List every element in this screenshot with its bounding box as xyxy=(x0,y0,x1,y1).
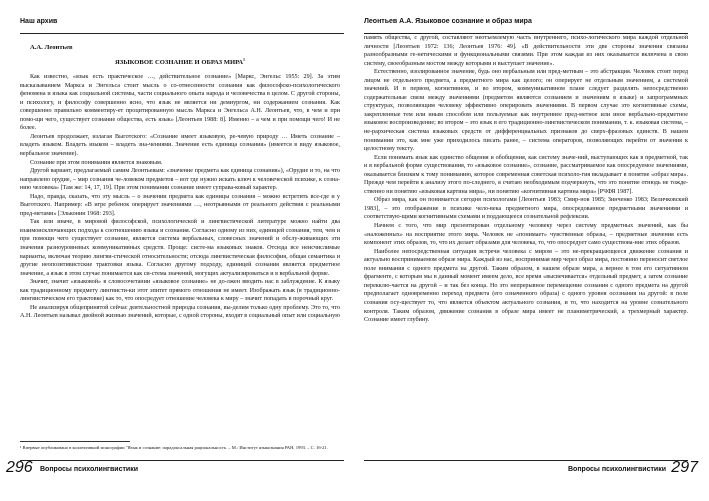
footnote xyxy=(20,441,340,451)
article-title xyxy=(20,56,340,68)
running-head-left: Наш архив xyxy=(20,18,58,25)
right-page xyxy=(354,0,708,501)
paragraph: Как известно, «язык есть практическое …, действительное сознание» [Маркс, Энгельс 1955: 29]. За этим высказыванием Маркса и Энгельса стоит мысль о со-отнесенности сознания как философско-психологического феномена и языка как социальной системы, части социального опыта народа и человечества в целом. С другой стороны, и психологу, и философу совершенно ясно, что язык не является ни демиургом, ни содержанием сознания. Как совершенно правильно комментиру-ет процитированную мысль Маркса и Энгельса А.Н. Леонтьев, что, в чем и при помо-щи чего, существует сознание общества, есть язык» [Леонтьев 1988: 8]. Именно – а чем и при помощи чего! И не более. xyxy=(20,74,340,132)
paragraph: Другой вариант, предлагаемый самим Леонтьевым: «значение предмета как единица сознания»), «Орудие и то, на что направлено орудие, – мир сознания че-ловеком предметов – вот где нужно искать ключ к человеческой психике, к созна-нию человека» [Там же: 14, 17, 19]. При этом понимании сознание имеет суправа-ковый характер. xyxy=(20,168,340,192)
footnote-rule xyxy=(20,441,130,442)
paragraph: Леонтьев продолжает, излагая Выготского: «Сознание имеет языковую, ре-чевую природу … Иметь сознание – владеть языком. Владеть языком – владеть зна-чениями. Значение есть единица сознания» (имеется в виду языковое, вербальное значение). xyxy=(20,133,340,158)
footer-rule-right xyxy=(364,460,688,461)
paragraph: Образ мира, как он понимается сегодня психологами [Леонтьев 1983; Смир-нов 1985; Зинченко 1983; Величковский 1983], – это отображение в психике чело-века предметного мира, опосредованное предметными значениями и соответствую-щими когнитивными схемами и поддающееся сознательной рефлексии. xyxy=(364,197,688,221)
journal-name-right: Вопросы психолингвистики xyxy=(567,466,666,473)
journal-name-left: Вопросы психолингвистики xyxy=(40,466,139,473)
footnote-text: ¹ Впервые опубликовано в коллективной монографии "Язык и сознание: парадоксальная рациональность. – М.: Институт языкознания РАН, 1993. – С. 16-21. xyxy=(20,445,328,450)
paragraph: Наиболее непосредственная ситуация встречи человека с миром – это не-прекращающееся движение сознания и актуально воспринимаемом образе мира. Каждый из нас, воспринимая мир через образ мира, постоянно переносит светлое поле внимания с одного предмета на другой. Таким образом, в нашем образе мира, а вернее в том его ситуативном фрагменте, с которым мы в данный момент имеем дело, все время «высвечивается» отдельный предмет, а затем сознание перекклю-чается на другой – и так без конца. Но это непрерывное перемещение сознания с одного предмета на другой предполагает одновременно переход предмета (его означенного образа) с одного уровня осознания на другой: в поле сознания осу-ществует то, что является объектом актуального сознания, и то, что находится на уровне сознательного контроля. Таким образом, движение сознания в образе мира имеет не планиметрический, а трехмерный характер. Сознание имеет глубину. xyxy=(364,248,688,324)
paragraph: Если понимать язык как единство общения и обобщения, как систему значе-ний, выступающих как в предметной, так и в вербальной форме существования, то «языковое сознание», сознание, рассматриваемое как опосредуемое значениями, оказывается близким к тому пониманию, которое современная советская психоло-гия вкладывает в понятие «образ мира». Прежде чем перейти к анализу этого по-следнего, я считаю необходимым подчеркнуть, что это понятие отнюдь не тожде-ственно ни понятию «языковая картина мира», ни понятию «когнитивная картина мира» [РЧФЯ 1987]. xyxy=(364,154,688,195)
paragraph: Значит, значит «языковой» в словосочетании «языковое сознание» не до-лжен вводить нас в заблуждение. К языку как традиционному предмету лингвисти-ки этот эпитет прямого отношения не имеет. Изображать язык (в традиционно-лингвистическом его трактовке) как то, что опосредует отношение человека к миру – значит попадать в порочный круг. xyxy=(20,279,340,303)
left-page xyxy=(0,0,354,501)
right-body-text xyxy=(364,34,688,325)
article-author: А.А. Леонтьев xyxy=(30,44,73,51)
paragraph: Сознание при этом понимания является знаковым. xyxy=(30,159,163,166)
paragraph: память общества, с другой, составляют неотъемлемую часть внутреннего, психо-логического мира каждой отдельной личности [Леонтьев 1972: 136; Леонтьев 1976: 49]. «В действительности эти две стороны значения связаны разнообразными ге-нетическими и функциональными связями. При этом каждая из них оказывается включена в свою систему, своеобразным мостом между которыми и выступает значение». xyxy=(364,35,688,67)
page-number-right: 297 xyxy=(671,459,698,476)
paragraph: Начнем с того, что мир презентирован отдельному человеку через систему предметных значений, как бы «наложенных» на восприятие этого мира. Человек не «понимает» чувственные образы, – предметные значения есть компонент этих образов, то, что их делает образами для человека, то, что опосредует само существова-ние этих образов. xyxy=(364,223,688,247)
paragraph: Не анализируя общепринятой сейчас деятельностной природы сознания, вы-делим только одну проблему. Это то, что А.Н. Леонтьев называл двойной жизнью значений, которые, с одной стороны, входят в социальный опыт или социальную xyxy=(20,304,340,320)
title-footnote-mark: 1 xyxy=(243,56,246,62)
paragraph: Надо, правда, сказать, что эту мысль – о значении предмета как единицы сознания – можно встретить все-где и у Выготского. Например: «В игре ребенок оперирует значениями …, неотрывными от реального действия с реальными пред-метами» [Эльконин 1968: 293]. xyxy=(20,193,340,217)
footer-rule-left xyxy=(20,460,344,461)
left-body-text xyxy=(20,44,340,321)
paragraph: Так или иначе, в мировой философской, психологической и лингвистической литературе можно найти два взаимоисключающих подхода к соотношению языка и сознания. Согласно одному из них, единицей сознания, тем, чем и при помощи чего существует сознание, является система вербальных, словесных значений и обслу-живающих эти значения разноуровневых коммуникативных средств. Проще: систе-ма языковых знаков. Отсюда все неисчислимые варианты, включая теорию лингви-стической относительности; отсюда лингвистическая философия, общая семантика и другие неопозитивистские трактовки языка. Согласно другому подходу, единицей сознания является предметное значение, а язык в этом случае понимается как си-стема значений, могущих актуализироваться и в вербальной форме. xyxy=(20,219,340,277)
page-number-left: 296 xyxy=(6,459,33,476)
header-rule-left xyxy=(20,33,344,34)
paragraph: Естественно, изолированное значение, будь оно вербальным или пред-метным – это абстракция. Человек стоит перед лицом не отдельного предмета, а предметного мира как целого; он оперирует не отдельным значением, а системой значений. И в первом, когнитивном, и во втором, коммуникативном плане следует разделять непосредственно содержательные связи между значениями (предметом являются сознанием и значениям в языке) и запрограммных структурах, позволяющим человеку эффективно оперировать значениями. В первом случае это когнитивные схемы, закрепленные тем или иным способом или пользуемые как внутреннее пред-метное или иное вербально-предметное языковое воспроизведение; во втором – это язык в его традиционно-лингвистическом понимании, т. к. языковая система, – не-рархическая система языковых средств от дифференциальных признаков до сверх-фразовых единств. В нашем понимании это, как мне уже приходилось писать ранее, – система операторов, позволяющих перейти от значения к целостному тексту. xyxy=(364,69,688,153)
running-head-right: Леонтьев А.А. Языковое сознание и образ мира xyxy=(364,18,532,25)
article-title-text: ЯЗЫКОВОЕ СОЗНАНИЕ И ОБРАЗ МИРА xyxy=(114,58,244,66)
